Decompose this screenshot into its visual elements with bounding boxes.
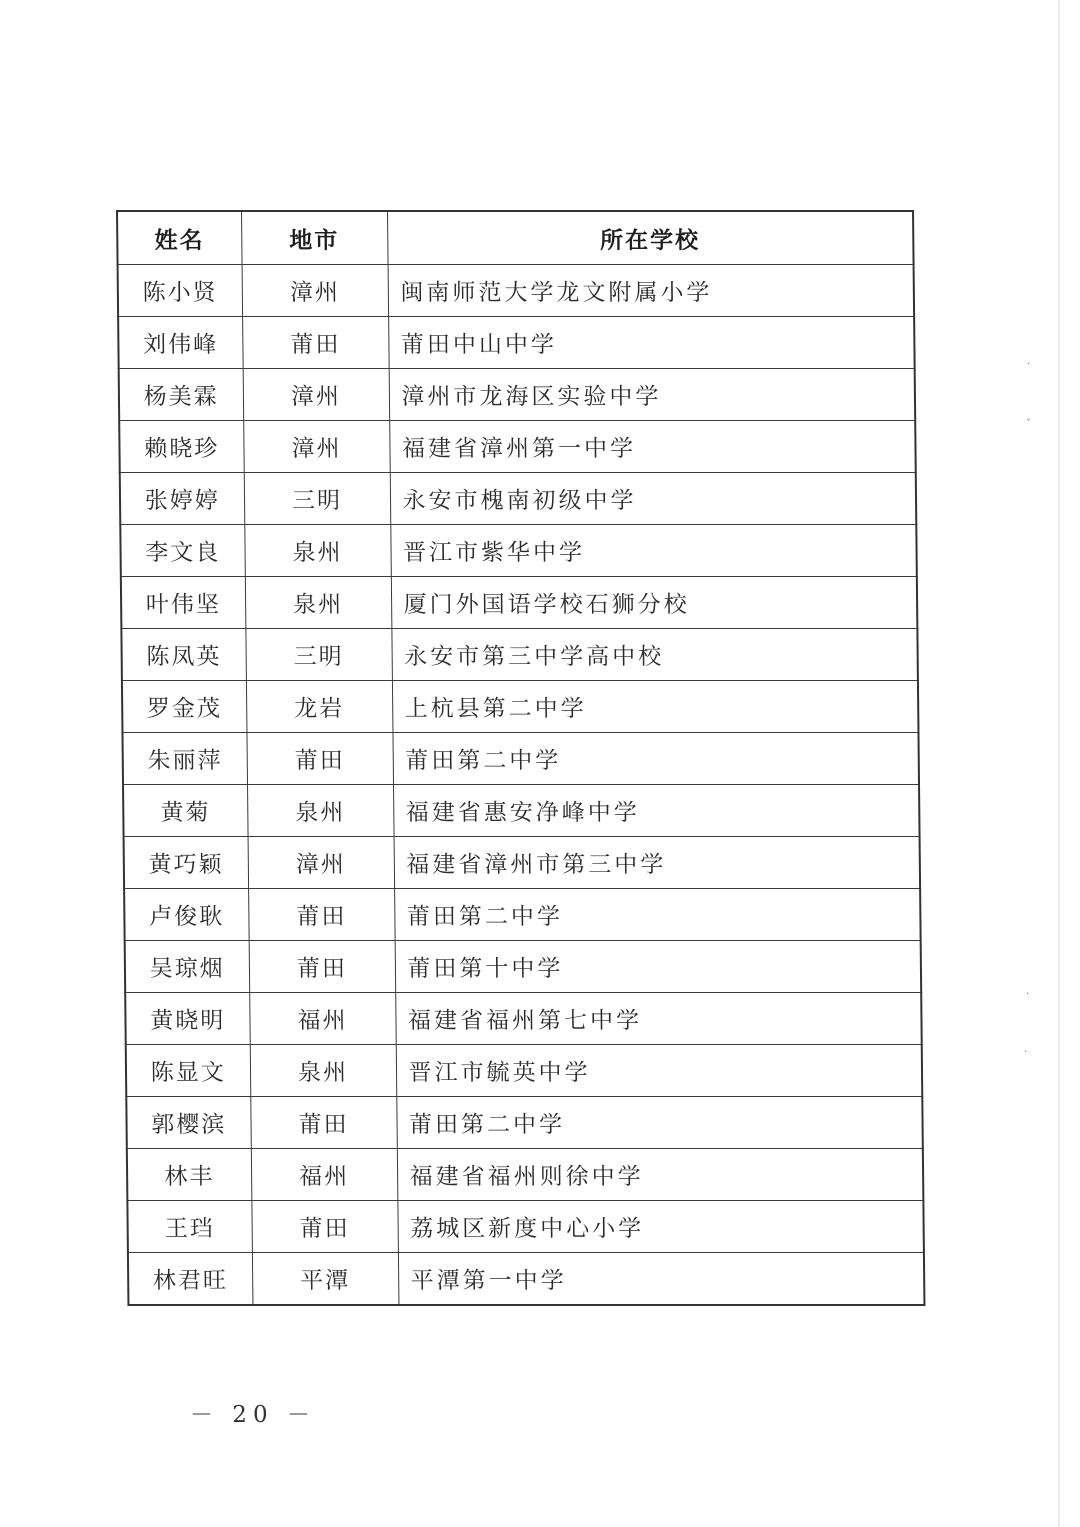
cell-name: 刘伟峰: [118, 317, 243, 369]
cell-city: 泉州: [250, 1045, 397, 1097]
cell-city: 龙岩: [246, 681, 393, 733]
table-row: [126, 1045, 923, 1097]
cell-city: 漳州: [243, 369, 390, 421]
table-row: [125, 993, 922, 1045]
cell-school: 莆田第二中学: [394, 889, 921, 941]
cell-school: 荔城区新度中心小学: [397, 1201, 924, 1253]
cell-city: 泉州: [244, 525, 391, 577]
cell-name: 陈小贤: [118, 265, 243, 317]
cell-name: 李文良: [120, 525, 245, 577]
cell-school: 福建省漳州第一中学: [389, 421, 916, 473]
table-row: [127, 1149, 924, 1201]
cell-school: 莆田第二中学: [396, 1097, 923, 1149]
cell-school: 永安市第三中学高中校: [391, 629, 918, 681]
cell-city: 三明: [245, 629, 392, 681]
cell-name: 黄巧颖: [124, 837, 249, 889]
table-row: [124, 889, 921, 941]
table-row: [124, 837, 921, 889]
table-row: [122, 681, 919, 733]
cell-school: 漳州市龙海区实验中学: [389, 369, 916, 421]
table-row: [126, 1097, 923, 1149]
cell-school: 厦门外国语学校石狮分校: [391, 577, 918, 629]
table-row: [121, 577, 918, 629]
cell-school: 莆田中山中学: [388, 317, 915, 369]
cell-name: 朱丽萍: [122, 733, 247, 785]
cell-name: 陈凤英: [121, 629, 246, 681]
cell-school: 莆田第十中学: [395, 941, 922, 993]
cell-school: 福建省福州第七中学: [395, 993, 922, 1045]
cell-name: 王珰: [127, 1201, 252, 1253]
cell-city: 莆田: [249, 941, 396, 993]
cell-school: 平潭第一中学: [398, 1253, 925, 1306]
cell-name: 罗金茂: [122, 681, 247, 733]
cell-school: 上杭县第二中学: [392, 681, 919, 733]
scan-speck: ˇ: [1026, 419, 1031, 430]
cell-city: 平潭: [252, 1253, 399, 1306]
cell-school: 福建省惠安净峰中学: [393, 785, 920, 837]
table-header-row: [117, 211, 914, 265]
cell-city: 三明: [244, 473, 391, 525]
cell-city: 莆田: [246, 733, 393, 785]
cell-city: 莆田: [251, 1201, 398, 1253]
cell-name: 卢俊耿: [124, 889, 249, 941]
cell-city: 泉州: [247, 785, 394, 837]
table-row: [122, 733, 919, 785]
cell-city: 漳州: [242, 265, 389, 317]
scan-speck: ·: [1026, 989, 1030, 1000]
table-row: [120, 473, 917, 525]
page-number: － 20 －: [190, 1402, 316, 1428]
cell-school: 闽南师范大学龙文附属小学: [388, 265, 915, 317]
table-row: [119, 369, 916, 421]
table-body: [118, 265, 925, 1306]
cell-name: 杨美霖: [119, 369, 244, 421]
cell-name: 郭樱滨: [126, 1097, 251, 1149]
table-row: [123, 785, 920, 837]
cell-name: 叶伟坚: [121, 577, 246, 629]
roster-table-container: [116, 210, 923, 1306]
table-row: [128, 1253, 925, 1306]
cell-name: 林君旺: [128, 1253, 253, 1306]
cell-city: 漳州: [248, 837, 395, 889]
table-row: [120, 525, 917, 577]
cell-city: 莆田: [242, 317, 389, 369]
cell-school: 晋江市紫华中学: [390, 525, 917, 577]
table-row: [118, 265, 915, 317]
cell-city: 漳州: [243, 421, 390, 473]
cell-name: 黄菊: [123, 785, 248, 837]
cell-name: 陈显文: [126, 1045, 251, 1097]
table-row: [121, 629, 918, 681]
cell-name: 吴琼烟: [125, 941, 250, 993]
cell-school: 永安市槐南初级中学: [390, 473, 917, 525]
cell-city: 福州: [249, 993, 396, 1045]
cell-school: 晋江市毓英中学: [396, 1045, 923, 1097]
roster-table: [116, 210, 925, 1306]
table-row: [119, 421, 916, 473]
cell-school: 福建省漳州市第三中学: [394, 837, 921, 889]
cell-city: 莆田: [250, 1097, 397, 1149]
cell-name: 黄晓明: [125, 993, 250, 1045]
cell-name: 赖晓珍: [119, 421, 244, 473]
cell-name: 张婷婷: [120, 473, 245, 525]
header-city: 地市: [241, 211, 388, 265]
header-school: 所在学校: [387, 211, 914, 265]
cell-name: 林丰: [127, 1149, 252, 1201]
page-edge-shadow: [1058, 0, 1060, 1527]
scan-speck: ·: [1027, 359, 1031, 370]
scan-speck: ·: [1024, 1047, 1028, 1058]
cell-school: 福建省福州则徐中学: [397, 1149, 924, 1201]
cell-school: 莆田第二中学: [392, 733, 919, 785]
table-row: [125, 941, 922, 993]
cell-city: 泉州: [245, 577, 392, 629]
table-row: [118, 317, 915, 369]
cell-city: 福州: [251, 1149, 398, 1201]
table-row: [127, 1201, 924, 1253]
cell-city: 莆田: [248, 889, 395, 941]
header-name: 姓名: [117, 211, 242, 265]
